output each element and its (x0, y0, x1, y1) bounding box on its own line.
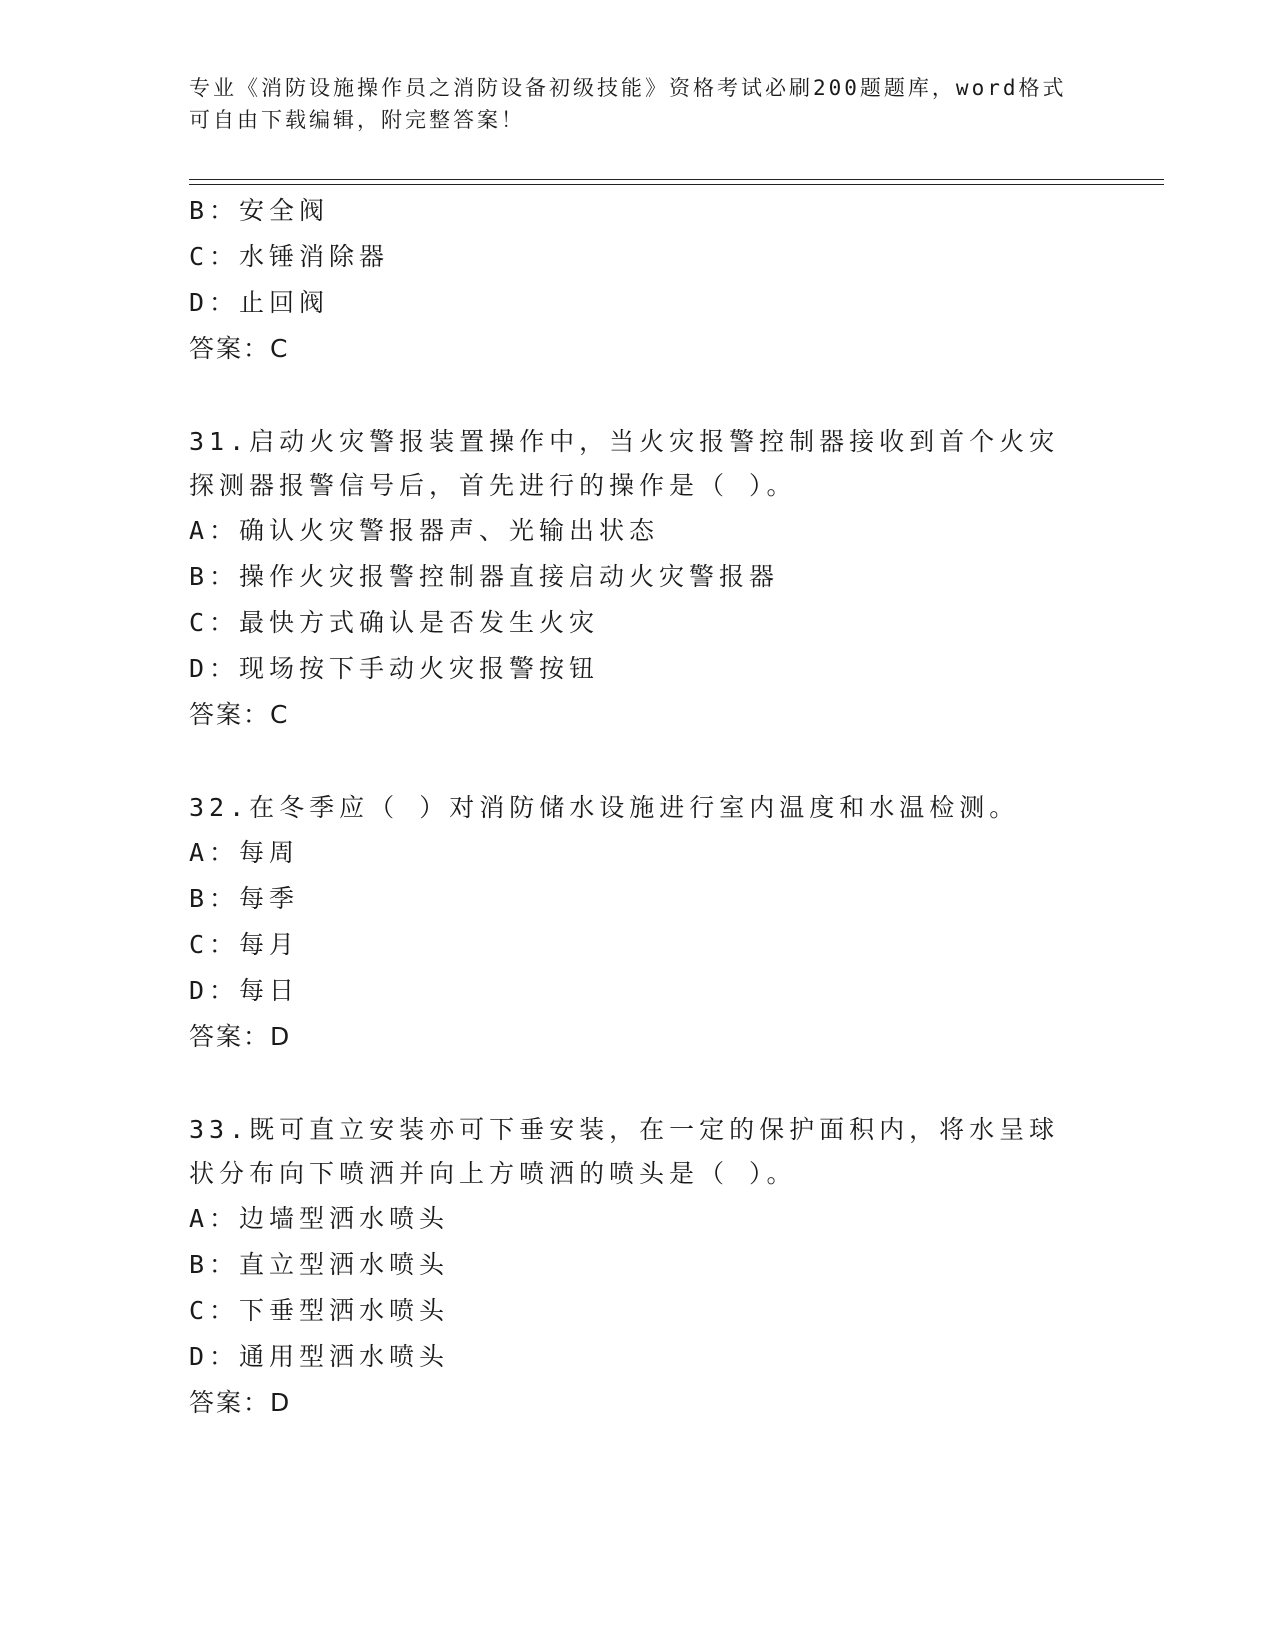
option-b: B：操作火灾报警控制器直接启动火灾警报器 (189, 562, 780, 591)
question-stem: 31.启动火灾警报装置操作中，当火灾报警控制器接收到首个火灾探测器报警信号后，首先进行的操作是（ ）。 (189, 427, 1060, 500)
option-c: C：水锤消除器 (189, 242, 390, 271)
option-d: D：现场按下手动火灾报警按钮 (189, 654, 600, 683)
question-list (189, 188, 1089, 1426)
option-b: B：安全阀 (189, 196, 330, 225)
header-rule-bottom (189, 184, 1164, 185)
document-header: 专业《消防设施操作员之消防设备初级技能》资格考试必刷200题题库，word格式可自由下载编辑，附完整答案！ (189, 76, 1067, 132)
option-a: A：每周 (189, 838, 300, 867)
option-a: A：确认火灾警报器声、光输出状态 (189, 516, 660, 545)
answer: 答案：D (189, 1022, 292, 1051)
option-c: C：每月 (189, 930, 300, 959)
question-32 (189, 786, 1089, 1060)
spacer (189, 738, 1089, 786)
spacer (189, 1060, 1089, 1108)
option-b: B：每季 (189, 884, 300, 913)
question-30-tail (189, 188, 1089, 372)
answer: 答案：C (189, 700, 290, 729)
question-stem: 32.在冬季应（ ）对消防储水设施进行室内温度和水温检测。 (189, 793, 1020, 822)
option-c: C：下垂型洒水喷头 (189, 1296, 450, 1325)
question-33 (189, 1108, 1089, 1426)
option-d: D：通用型洒水喷头 (189, 1342, 450, 1371)
header-rule-top (189, 179, 1164, 180)
option-d: D：止回阀 (189, 288, 330, 317)
answer: 答案：C (189, 334, 290, 363)
question-stem: 33.既可直立安装亦可下垂安装，在一定的保护面积内，将水呈球状分布向下喷洒并向上方喷洒的喷头是（ ）。 (189, 1115, 1060, 1188)
option-d: D：每日 (189, 976, 300, 1005)
option-a: A：边墙型洒水喷头 (189, 1204, 450, 1233)
spacer (189, 372, 1089, 420)
option-c: C：最快方式确认是否发生火灾 (189, 608, 600, 637)
option-b: B：直立型洒水喷头 (189, 1250, 450, 1279)
answer: 答案：D (189, 1388, 292, 1417)
question-31 (189, 420, 1089, 738)
